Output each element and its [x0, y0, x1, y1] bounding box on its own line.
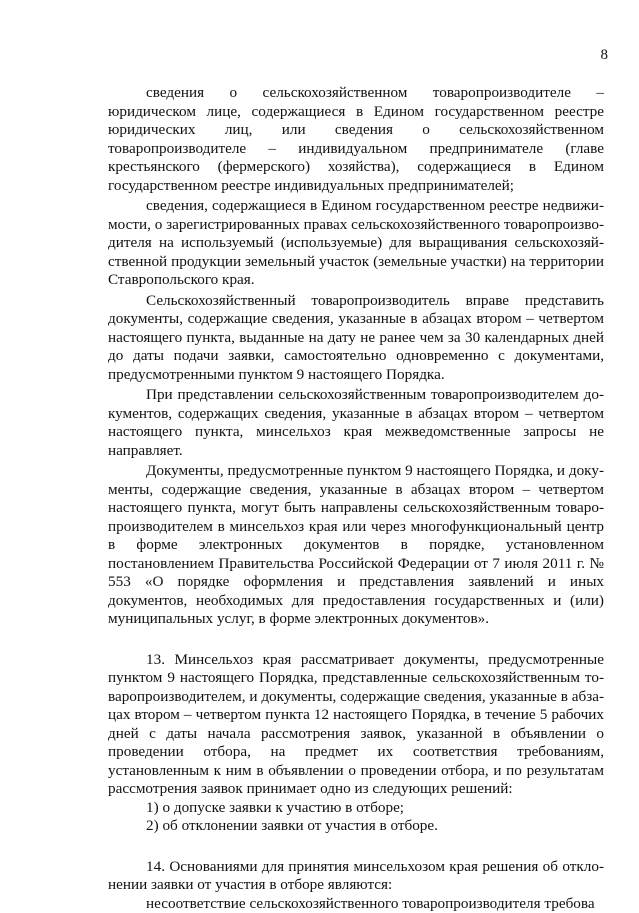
paragraph-real-estate-info: сведения, содержащиеся в Едином государственном реестре недвижимости, о зарегистрированных правах сельскохозяйственного товаропроизводителя на используемый (используемые) для выращивания сельскохозяйственной продукции земельный участок (земельные участки) на территории Ставропольского края. — [108, 197, 604, 290]
page-number: 8 — [601, 46, 609, 64]
paragraph-legal-entity-info: сведения о сельскохозяйственном товаропроизводителе – юридическом лице, содержащиеся в Едином государственном реестре юридических лиц, или сведения о сельскохозяйственном товаропроизводителе – индивидуальном предпринимателе (главе крестьянского (фермерского) хозяйства), содержащиеся в Едином государственном реестре индивидуальных предпринимателей; — [108, 84, 604, 195]
list-item-rejection: 2) об отклонении заявки от участия в отборе. — [108, 817, 604, 836]
paragraph-nonconformity: несоответствие сельскохозяйственного товаропроизводителя требова — [108, 895, 604, 913]
list-item-admission: 1) о допуске заявки к участию в отборе; — [108, 799, 604, 818]
paragraph-electronic-documents: Документы, предусмотренные пунктом 9 настоящего Порядка, и документы, содержащие сведения, указанные в абзацах втором – четвертом настоящего пункта, могут быть направлены сельскохозяйственным товаропроизводителем в минсельхоз края или через многофункциональный центр в форме электронных документов в порядке, установленном постановлением Правительства Российской Федерации от 7 июля 2011 г. № 553 «О порядке оформления и представления заявлений и иных документов, необходимых для предоставления государственных и (или) муниципальных услуг, в форме электронных документов». — [108, 462, 604, 629]
paragraph-right-to-submit: Сельскохозяйственный товаропроизводитель вправе представить документы, содержащие сведения, указанные в абзацах втором – четвертом настоящего пункта, выданные на дату не ранее чем за 30 календарных дней до даты подачи заявки, самостоятельно одновременно с документами, предусмотренными пунктом 9 настоящего Порядка. — [108, 292, 604, 385]
paragraph-no-interagency-requests: При представлении сельскохозяйственным товаропроизводителем документов, содержащих сведения, указанные в абзацах втором – четвертом настоящего пункта, минсельхоз края межведомственные запросы не направляет. — [108, 386, 604, 460]
document-body — [108, 84, 604, 913]
paragraph-clause-13: 13. Минсельхоз края рассматривает документы, предусмотренные пунктом 9 настоящего Порядка, представленные сельскохозяйственным товаропроизводителем, и документы, содержащие сведения, указанные в абзацах втором – четвертом пункта 12 настоящего Порядка, в течение 5 рабочих дней с даты начала рассмотрения заявок, указанной в объявлении о проведении отбора, на предмет их соответствия требованиям, установленным к ним в объявлении о проведении отбора, и по результатам рассмотрения заявок принимает одно из следующих решений: — [108, 651, 604, 799]
paragraph-clause-14: 14. Основаниями для принятия минсельхозом края решения об отклонении заявки от участия в отборе являются: — [108, 858, 604, 895]
